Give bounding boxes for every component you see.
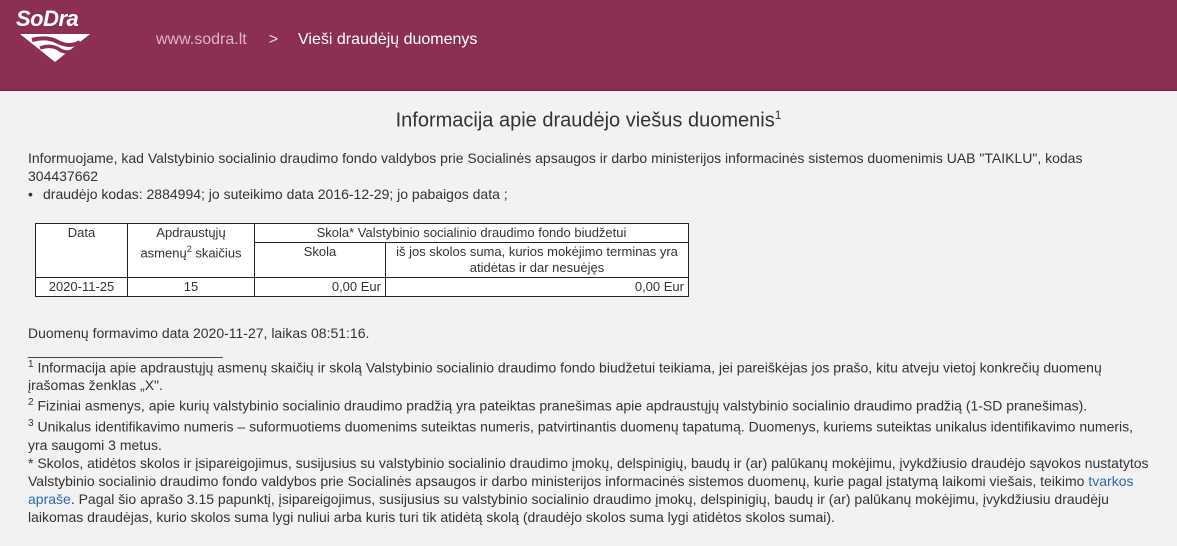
col-header-insured-line2: asmenų	[140, 244, 187, 260]
footnote-1-mark: 1	[28, 358, 34, 370]
col-header-insured-line1: Apdraustųjų	[156, 224, 226, 240]
col-header-insured	[128, 223, 255, 277]
breadcrumb	[156, 31, 477, 49]
footnote-3	[28, 415, 1149, 454]
cell-overdue: 0,00 Eur	[386, 277, 689, 296]
title-footnote-ref: 1	[774, 108, 782, 122]
procedure-description-link[interactable]: tvarkos apraše	[28, 472, 1134, 507]
cell-insured: 15	[128, 277, 255, 296]
table-row	[36, 277, 689, 296]
col-header-insured-line2b: skaičius	[191, 244, 242, 260]
col-header-debt: Skola	[255, 242, 386, 277]
breadcrumb-home-link[interactable]: www.sodra.lt	[156, 31, 247, 48]
debt-table	[35, 223, 689, 297]
intro-text: Informuojame, kad Valstybinio socialinio draudimo fondo valdybos prie Socialinės apsaugos ir darbo ministerijos informacinės sistemos duomenimis UAB "TAIKLU", kodas 304437662	[28, 149, 1083, 184]
cell-date: 2020-11-25	[36, 277, 128, 296]
logo-text: SoDra	[16, 6, 79, 31]
cell-debt: 0,00 Eur	[255, 277, 386, 296]
col-header-overdue: iš jos skolos suma, kurios mokėjimo terminas yra atidėtas ir dar nesuėjęs	[386, 242, 689, 277]
breadcrumb-current: Vieši draudėjų duomenys	[298, 31, 478, 48]
generation-timestamp: Duomenų formavimo data 2020-11-27, laikas 08:51:16.	[28, 324, 370, 341]
insurer-code-item	[28, 185, 1149, 203]
sodra-logo[interactable]	[16, 6, 96, 66]
page-title	[28, 103, 1149, 133]
footnote-1	[28, 356, 1149, 395]
footnote-1-text: Informacija apie apdraustųjų asmenų skaičių ir skolą Valstybinio socialinio draudimo fondo biudžetui teikiama, jei pareiškėjas jos prašo, kitu atveju vietoj konkrečių duomenų įrašomas ženklas „X".	[28, 359, 1102, 394]
footnote-star	[28, 454, 1149, 526]
footnote-star-text-a: * Skolos, atidėtos skolos ir įsipareigojimus, susijusius su valstybinio socialinio draudimo įmokų, delspinigių, baudų ir (ar) palūkanų mokėjimu, įvykdžiusio draudėjo sąvokos nustatytos Valstybinio socialinio draudimo fondo valdybos prie Socialinės apsaugos ir darbo ministerijos informacinės sistemos duomenų, kurie pagal įstatymą laikomi viešais, teikimo	[28, 454, 1149, 489]
footnote-divider: _________________________	[28, 341, 223, 358]
footnote-2	[28, 394, 1149, 415]
footnote-2-text: Fiziniai asmenys, apie kurių valstybinio socialinio draudimo pradžią yra pateiktas pranešimas apie apdraustųjų valstybinio socialinio draudimo pradžią (1-SD pranešimas).	[33, 397, 1088, 414]
logo-mark-icon	[18, 32, 92, 64]
footnote-2-mark: 2	[28, 397, 34, 409]
footnote-3-mark: 3	[28, 417, 34, 429]
footnote-3-text: Unikalus identifikavimo numeris – suformuotiems duomenims suteiktas numeris, patvirtinantis duomenų tapatumą. Duomenys, kuriems suteiktas unikalus identifikavimo numeris, yra saugomi 3 metus.	[28, 418, 1134, 453]
col-header-date: Data	[36, 223, 128, 277]
page-title-text: Informacija apie draudėjo viešus duomenis	[395, 109, 775, 132]
breadcrumb-separator: >	[268, 31, 279, 48]
col-header-debt-group: Skola* Valstybinio socialinio draudimo fondo biudžetui	[255, 223, 689, 242]
main-content	[0, 103, 1177, 526]
footnote-star-text-b: . Pagal šio aprašo 3.15 papunktį, įsipareigojimus, susijusius su valstybinio socialinio draudimo įmokų, delspinigių, baudų ir (ar) palūkanų mokėjimu, įvykdžiusiu draudėju laikomas draudėjas, kurio skolos suma lygi nuliui arba kuris turi tik atidėtą skolą (draudėjo skolos suma lygi atidėtos skolos sumai).	[28, 490, 1109, 525]
bullet-mark: •	[28, 185, 33, 202]
insured-footnote-ref: 2	[186, 243, 192, 254]
site-header	[0, 0, 1177, 91]
insurer-code-text: draudėjo kodas: 2884994; jo suteikimo data 2016-12-29; jo pabaigos data ;	[43, 185, 508, 202]
